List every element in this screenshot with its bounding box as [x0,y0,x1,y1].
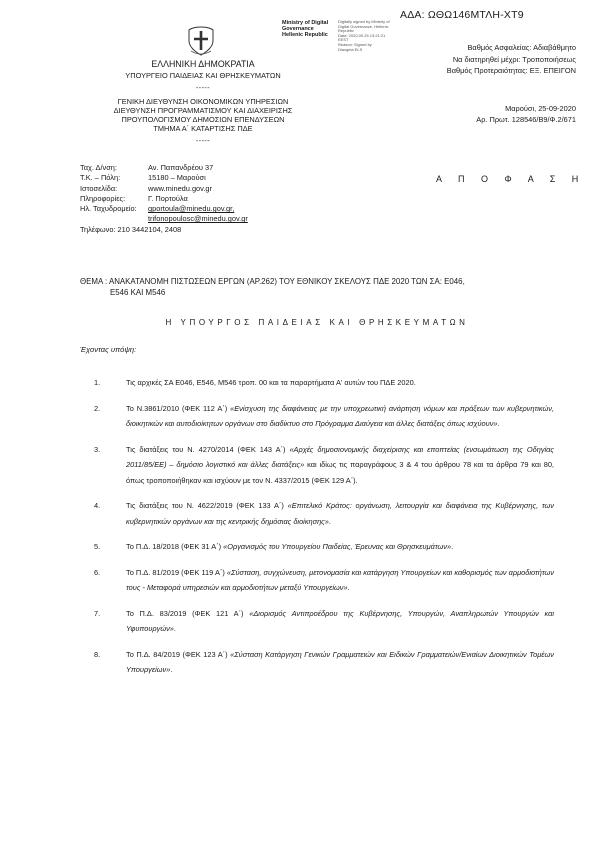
list-item: 7. Το Π.Δ. 83/2019 (ΦΕΚ 121 Α΄) «Διορισμός Αντιπροέδρου της Κυβέρνησης, Υπουργών, Αναπληρωτών Υπουργών και Υφυπουργών». [94,608,554,633]
email-link[interactable]: trifonopoulosc@minedu.gov.gr [148,214,248,224]
considerations-list [80,375,554,688]
contact-row [80,214,248,224]
list-item: 3. Τις διατάξεις του Ν. 4270/2014 (ΦΕΚ 143 Α΄) «Αρχές δημοσιονομικής διαχείρισης και εποπτείας (ενσωμάτωση της Οδηγίας 2011/85/ΕΕ) – δημόσιο λογιστικό και άλλες διατάξεις» και ιδίως τις παραγράφους 3 & 4 του άρθρου 78 και τα άρθρα 79 και 80, όπως τροποποιήθηκαν και ισχύουν με τον Ν. 4337/2015 (ΦΕΚ 129 Α΄). [94,444,554,485]
priority-level: Βαθμός Προτεραιότητας: ΕΞ. ΕΠΕΙΓΟΝ [446,66,576,75]
email-link[interactable]: gportoula@minedu.gov.gr, [148,204,235,214]
place-date: Μαρούσι, 25-09-2020 [505,104,576,113]
list-item: 8. Το Π.Δ. 84/2019 (ΦΕΚ 123 Α΄) «Σύσταση Κατάργηση Γενικών Γραμματειών και Ειδικών Γραμματειών/Ενιαίων Διοικητικών Τομέων Υπουργείων». [94,649,554,674]
security-level: Βαθμός Ασφαλείας: Αδιαβάθμητο [467,43,576,52]
directorate-line-3: ΠΡΟΥΠΟΛΟΓΙΣΜΟΥ ΔΗΜΟΣΙΩΝ ΕΠΕΝΔΥΣΕΩΝ [121,115,285,124]
subject: ΘΕΜΑ : ΑΝΑΚΑΤΑΝΟΜΗ ΠΙΣΤΩΣΕΩΝ ΕΡΓΩΝ (ΑΡ.262) ΤΟΥ ΕΘΝΙΚΟΥ ΣΚΕΛΟΥΣ ΠΔΕ 2020 ΤΩΝ ΣΑ: Ε046, Ε546 ΚΑΙ Μ546 [80,277,465,297]
list-item: 5. Το Π.Δ. 18/2018 (ΦΕΚ 31 Α΄) «Οργανισμός του Υπουργείου Παιδείας, Έρευνας και Θρησκευμάτων». [94,542,454,551]
list-item: 1. Τις αρχικές ΣΑ Ε046, Ε546, Μ546 τροπ. 00 και τα παραρτήματα Α' αυτών του ΠΔΕ 2020. [94,378,416,387]
signature-details: Digitally signed by Ministry of Digital Governance, Hellenic Republic Date: 2020.09.25 13:21:21 EEST Reason: Signed by Diavgeia ELS [338,19,390,52]
phone-number: Τηλέφωνο: 210 3442104, 2408 [80,224,182,234]
date-protocol-block [380,103,576,125]
list-item: 4. Τις διατάξεις του Ν. 4622/2019 (ΦΕΚ 133 Α΄) «Επιτελικό Κράτος: οργάνωση, λειτουργία και διαφάνεια της Κυβέρνησης, των κυβερνητικών οργάνων και της κεντρικής δημόσιας διοίκησης». [94,501,554,526]
republic-heading: ΕΛΛΗΝΙΚΗ ΔΗΜΟΚΡΑΤΙΑ [151,59,255,69]
directorate-line-2: ΔΙΕΥΘΥΝΣΗ ΠΡΟΓΡΑΜΜΑΤΙΣΜΟΥ ΚΑΙ ΔΙΑΧΕΙΡΙΣΗΣ [113,106,293,115]
contact-row: Τ.Κ. – Πόλη: 15180 – Μαρούσι [80,173,206,183]
ada-code: ΑΔΑ: ΩΘΩ146ΜΤΛΗ-ΧΤ9 [400,9,524,21]
contact-row: Ηλ. Ταχυδρομείο: gportoula@minedu.gov.gr, [80,204,235,214]
classification-block [380,42,576,77]
signer-name: Ministry of Digital Governance Hellenic Republic [282,20,329,39]
list-item: 6. Το Π.Δ. 81/2019 (ΦΕΚ 119 Α΄) «Σύσταση, συγχώνευση, μετονομασία και κατάργηση Υπουργείων και καθορισμός των αρμοδιοτήτων τους - Μεταφορά υπηρεσιών και αρμοδιοτήτων μεταξύ Υπουργείων». [94,567,555,592]
department-line: ΤΜΗΜΑ Α΄ ΚΑΤΑΡΤΙΣΗΣ ΠΔΕ [153,124,253,133]
ministry-heading: ΥΠΟΥΡΓΕΙΟ ΠΑΙΔΕΙΑΣ ΚΑΙ ΘΡΗΣΚΕΥΜΑΤΩΝ [125,71,281,80]
directorate-line-1: ΓΕΝΙΚΗ ΔΙΕΥΘΥΝΣΗ ΟΙΚΟΝΟΜΙΚΩΝ ΥΠΗΡΕΣΙΩΝ [117,97,289,106]
preamble: Έχοντας υπόψη: [80,345,137,354]
separator-dots: ----- [195,85,211,92]
greek-emblem-icon [188,26,214,56]
contact-block [80,163,248,235]
document-title: Α Π Ο Φ Α Σ Η [436,174,586,184]
minister-heading: Η ΥΠΟΥΡΓΟΣ ΠΑΙΔΕΙΑΣ ΚΑΙ ΘΡΗΣΚΕΥΜΑΤΩΝ [165,318,469,327]
protocol-number: Αρ. Πρωτ. 128546/Β9/Φ.2/671 [476,115,576,124]
contact-row: Ταχ. Δ/νση: Αν. Παπανδρέου 37 [80,163,214,172]
contact-row: Ιστοσελίδα: www.minedu.gov.gr [80,183,212,193]
contact-row: Πληροφορίες: Γ. Πορτούλα [80,193,188,203]
list-item: 2. Το Ν.3861/2010 (ΦΕΚ 112 Α΄) «Ενίσχυση της διαφάνειας με την υποχρεωτική ανάρτηση νόμων και πράξεων των κυβερνητικών, διοικητικών και αυτοδιοίκητων οργάνων στο διαδίκτυο στο Πρόγραμμα Διαύγεια και άλλες διατάξεις όπως ισχύουν». [94,403,554,428]
separator-dots: ----- [195,138,211,145]
retention-period: Να διατηρηθεί μέχρι: Τροποποιήσεως [452,54,576,64]
